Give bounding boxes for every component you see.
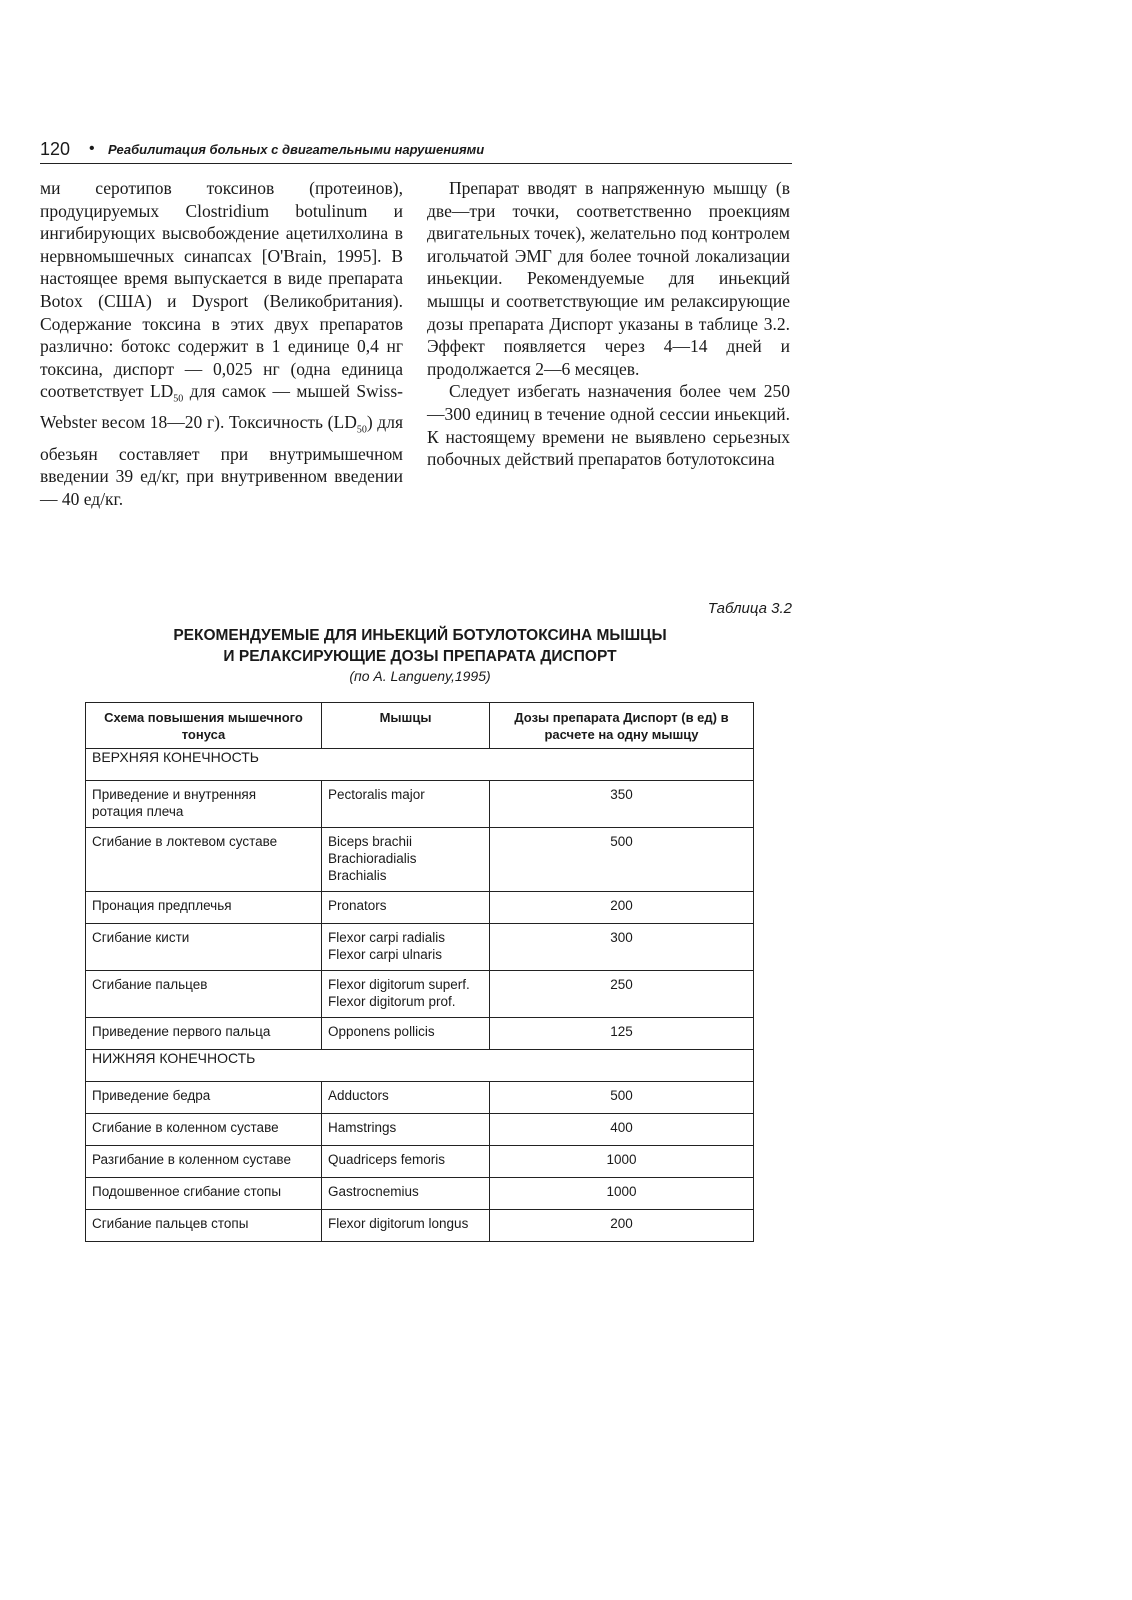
left-paragraph-text-2: для самок — мышей Swiss-Webster весом 18—20 г). Токсичность (LD bbox=[40, 381, 403, 433]
cell-muscles bbox=[322, 1082, 490, 1114]
muscle-line: Flexor carpi ulnaris bbox=[328, 947, 443, 962]
table-row bbox=[86, 781, 754, 828]
muscle-line: Biceps brachii bbox=[328, 834, 413, 849]
ld-subscript-2: 50 bbox=[356, 424, 367, 436]
table-row bbox=[86, 924, 754, 971]
section-label: ВЕРХНЯЯ КОНЕЧНОСТЬ bbox=[86, 749, 754, 781]
muscle-line: Gastrocnemius bbox=[328, 1184, 419, 1199]
cell-scheme bbox=[86, 1178, 322, 1210]
header-scheme-line2: мышечного тонуса bbox=[181, 709, 303, 742]
muscle-line: Opponens pollicis bbox=[328, 1024, 435, 1039]
left-text-column bbox=[40, 177, 403, 510]
cell-dose: 500 bbox=[490, 1082, 754, 1114]
scheme-line: Сгибание пальцев bbox=[92, 977, 208, 992]
muscle-line: Pronators bbox=[328, 898, 387, 913]
scheme-line: Сгибание в локтевом суставе bbox=[92, 834, 278, 849]
scheme-line: Приведение первого пальца bbox=[92, 1024, 271, 1039]
header-doses bbox=[490, 703, 754, 749]
table-row bbox=[86, 971, 754, 1018]
table-row bbox=[86, 1082, 754, 1114]
cell-dose: 400 bbox=[490, 1114, 754, 1146]
left-paragraph bbox=[40, 177, 403, 510]
cell-scheme bbox=[86, 1210, 322, 1242]
table-row bbox=[86, 1210, 754, 1242]
ld-label: LD bbox=[149, 381, 174, 402]
doses-table bbox=[85, 702, 754, 1242]
muscle-line: Brachioradialis bbox=[328, 851, 417, 866]
table-row bbox=[86, 1114, 754, 1146]
scheme-line: Сгибание кисти bbox=[92, 930, 190, 945]
muscle-line: Flexor digitorum prof. bbox=[328, 994, 456, 1009]
cell-dose: 300 bbox=[490, 924, 754, 971]
muscle-line: Flexor carpi radialis bbox=[328, 930, 446, 945]
cell-muscles bbox=[322, 1018, 490, 1050]
table-label: Таблица 3.2 bbox=[707, 600, 792, 617]
cell-muscles bbox=[322, 828, 490, 892]
table-row bbox=[86, 828, 754, 892]
cell-dose: 500 bbox=[490, 828, 754, 892]
cell-muscles bbox=[322, 1178, 490, 1210]
header-scheme bbox=[86, 703, 322, 749]
cell-muscles bbox=[322, 781, 490, 828]
page-header bbox=[40, 139, 792, 164]
scheme-line: Пронация предплечья bbox=[92, 898, 232, 913]
section-row bbox=[86, 1050, 754, 1082]
scheme-line: Сгибание в коленном суставе bbox=[92, 1120, 279, 1135]
muscle-line: Adductors bbox=[328, 1088, 389, 1103]
scheme-line: Подошвенное сгибание стопы bbox=[92, 1184, 282, 1199]
header-doses-line2: в расчете на одну мышцу bbox=[544, 709, 729, 742]
scheme-line: Разгибание в коленном суставе bbox=[92, 1152, 291, 1167]
section-label: НИЖНЯЯ КОНЕЧНОСТЬ bbox=[86, 1050, 754, 1082]
muscle-line: Flexor digitorum superf. bbox=[328, 977, 470, 992]
cell-muscles bbox=[322, 924, 490, 971]
cell-muscles bbox=[322, 971, 490, 1018]
scheme-line: Сгибание пальцев стопы bbox=[92, 1216, 249, 1231]
muscle-line: Hamstrings bbox=[328, 1120, 397, 1135]
scheme-line: ротация плеча bbox=[92, 804, 184, 819]
cell-dose: 200 bbox=[490, 892, 754, 924]
cell-dose: 250 bbox=[490, 971, 754, 1018]
cell-muscles bbox=[322, 1210, 490, 1242]
right-text-column bbox=[427, 177, 790, 471]
header-doses-line1: Дозы препарата Диспорт (в ед) bbox=[514, 709, 717, 725]
cell-dose: 350 bbox=[490, 781, 754, 828]
left-paragraph-text: ми серотипов токсинов (протеинов), продуцируемых Clostridium botulinum и ингибирующих высвобождение ацетилхолина в нервномышечных синапсах [O'Brain, 1995]. В настоящее время выпускается в виде препарата Botox (США) и Dysport (Великобритания). Содержание токсина в этих двух препаратов различно: ботокс содержит в 1 единице 0,4 нг токсина, диспорт — 0,025 нг (одна единица соответствует bbox=[40, 178, 403, 402]
cell-dose: 1000 bbox=[490, 1146, 754, 1178]
table-header-row bbox=[86, 703, 754, 749]
cell-scheme bbox=[86, 1146, 322, 1178]
cell-scheme bbox=[86, 892, 322, 924]
right-paragraph-2: Следует избегать назначения более чем 250—300 единиц в течение одной сессии иньекций. К настоящему времени не выявлено серьезных побочных действий препаратов ботулотоксина bbox=[427, 381, 790, 470]
cell-muscles bbox=[322, 1114, 490, 1146]
table-body bbox=[86, 749, 754, 1242]
cell-scheme bbox=[86, 781, 322, 828]
cell-dose: 125 bbox=[490, 1018, 754, 1050]
cell-scheme bbox=[86, 828, 322, 892]
scheme-line: Приведение бедра bbox=[92, 1088, 211, 1103]
header-scheme-line1: Схема повышения bbox=[104, 709, 225, 725]
cell-muscles bbox=[322, 1146, 490, 1178]
scheme-line: Приведение и внутренняя bbox=[92, 787, 257, 802]
cell-scheme bbox=[86, 924, 322, 971]
header-muscles: Мышцы bbox=[322, 703, 490, 749]
cell-scheme bbox=[86, 1082, 322, 1114]
left-paragraph-text-3: ) для обезьян составляет при внутримышечном введении 39 ед/кг, при внутривенном введении — 40 ед/кг. bbox=[40, 412, 403, 509]
cell-dose: 1000 bbox=[490, 1178, 754, 1210]
muscle-line: Brachialis bbox=[328, 868, 387, 883]
cell-dose: 200 bbox=[490, 1210, 754, 1242]
muscle-line: Quadriceps femoris bbox=[328, 1152, 446, 1167]
table-row bbox=[86, 1146, 754, 1178]
table-title-line1: РЕКОМЕНДУЕМЫЕ ДЛЯ ИНЬЕКЦИЙ БОТУЛОТОКСИНА МЫШЦЫ bbox=[173, 627, 667, 644]
header-bullet: • bbox=[89, 140, 95, 157]
cell-scheme bbox=[86, 1114, 322, 1146]
table-source: (по A. Langueny,1995) bbox=[349, 668, 491, 684]
cell-scheme bbox=[86, 1018, 322, 1050]
right-paragraph-1: Препарат вводят в напряженную мышцу (в две—три точки, соответственно проекциям двигательных точек), желательно под контролем игольчатой ЭМГ для более точной локализации иньекции. Рекомендуемые для иньекций мышцы и соответствующие им релаксирующие дозы препарата Диспорт указаны в таблице 3.2. Эффект появляется через 4—14 дней и продолжается 2—6 месяцев. bbox=[427, 178, 790, 379]
ld-subscript: 50 bbox=[173, 393, 184, 405]
running-title: Реабилитация больных с двигательными нарушениями bbox=[108, 142, 485, 157]
table-row bbox=[86, 1018, 754, 1050]
muscle-line: Pectoralis major bbox=[328, 787, 425, 802]
section-row bbox=[86, 749, 754, 781]
table-row bbox=[86, 1178, 754, 1210]
table-row bbox=[86, 892, 754, 924]
page-number: 120 bbox=[40, 139, 71, 159]
table-title-line2: И РЕЛАКСИРУЮЩИЕ ДОЗЫ ПРЕПАРАТА ДИСПОРТ bbox=[223, 648, 617, 665]
cell-muscles bbox=[322, 892, 490, 924]
muscle-line: Flexor digitorum longus bbox=[328, 1216, 469, 1231]
cell-scheme bbox=[86, 971, 322, 1018]
